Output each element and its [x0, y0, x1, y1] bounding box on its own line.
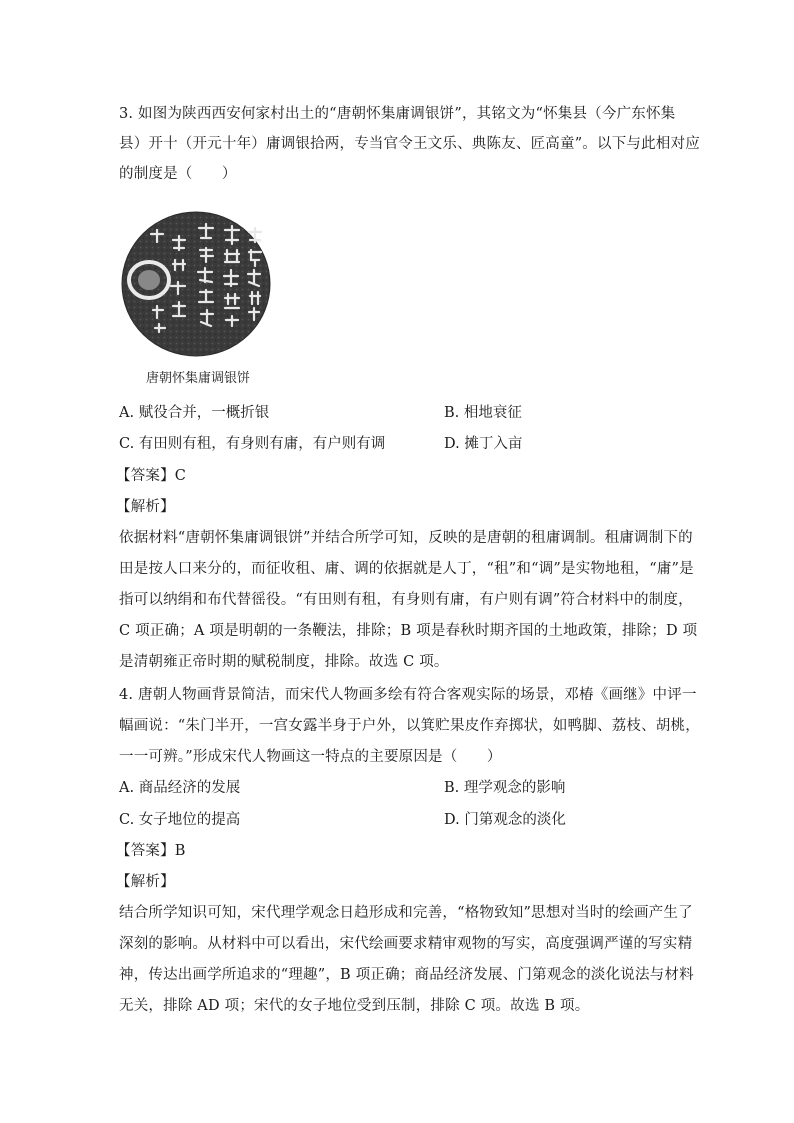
- q4-stem-line-2: 幅画说：“朱门半开，一宫女露半身于户外，以箕贮果皮作弃掷状，如鸭脚、荔枝、胡桃，: [119, 718, 700, 734]
- q3-stem-line-1: 3. 如图为陕西西安何家村出土的“唐朝怀集庸调银饼”，其铭文为“怀集县（今广东怀集: [119, 106, 676, 122]
- q4-stem-line-3: 一一可辨。”形成宋代人物画这一特点的主要原因是（ ）: [119, 749, 502, 765]
- rubbing-caption: 唐朝怀集庸调银饼: [146, 371, 251, 386]
- q4-stem-line-1: 4. 唐朝人物画背景简洁，而宋代人物画多绘有符合客观实际的场景，邓椿《画继》中评一: [119, 687, 697, 703]
- q4-option-b: B. 理学观念的影响: [444, 780, 566, 796]
- q3-stem-line-3: 的制度是（ ）: [119, 166, 237, 182]
- q4-analysis-label: 【解析】: [116, 874, 175, 890]
- q3-option-c: C. 有田则有租，有身则有庸，有户则有调: [119, 436, 386, 452]
- q3-answer: 【答案】C: [116, 468, 187, 484]
- q3-analysis-label: 【解析】: [116, 499, 175, 515]
- q4-analysis-line-1: 结合所学知识可知，宋代理学观念日趋形成和完善，“格物致知”思想对当时的绘画产生了: [119, 905, 693, 921]
- rubbing-illustration: [121, 210, 271, 358]
- q3-analysis-line-2: 田是按人口来分的，而征收租、庸、调的依据就是人丁，“租”和“调”是实物地租，“庸”是: [119, 561, 694, 577]
- q4-answer: 【答案】B: [116, 843, 186, 859]
- q3-option-b: B. 相地衰征: [444, 405, 522, 421]
- q4-analysis-line-3: 神，传达出画学所追求的“理趣”，B 项正确；商品经济发展、门第观念的淡化说法与材料: [119, 967, 694, 983]
- silver-cake-rubbing-image: [121, 210, 271, 358]
- q3-option-d: D. 摊丁入亩: [444, 436, 523, 452]
- q3-analysis-line-1: 依据材料“唐朝怀集庸调银饼”并结合所学可知，反映的是唐朝的租庸调制。租庸调制下的: [119, 530, 693, 546]
- q4-option-c: C. 女子地位的提高: [119, 812, 241, 828]
- q3-analysis-line-4: C 项正确；A 项是明朝的一条鞭法，排除；B 项是春秋时期齐国的土地政策，排除；D 项: [119, 623, 698, 639]
- q3-analysis-line-3: 指可以纳绢和布代替徭役。“有田则有租，有身则有庸，有户则有调”符合材料中的制度，: [119, 592, 693, 608]
- q4-analysis-line-4: 无关，排除 AD 项；宋代的女子地位受到压制，排除 C 项。故选 B 项。: [119, 998, 590, 1014]
- q3-option-a: A. 赋役合并，一概折银: [119, 405, 270, 421]
- q4-option-d: D. 门第观念的淡化: [444, 812, 566, 828]
- q3-analysis-line-5: 是清朝雍正帝时期的赋税制度，排除。故选 C 项。: [119, 654, 449, 670]
- q3-stem-line-2: 县）开十（开元十年）庸调银拾两，专当官令王文乐、典陈友、匠高童”。以下与此相对应: [119, 136, 700, 152]
- q4-analysis-line-2: 深刻的影响。从材料中可以看出，宋代绘画要求精审观物的写实，高度强调严谨的写实精: [119, 936, 693, 952]
- q4-option-a: A. 商品经济的发展: [119, 780, 241, 796]
